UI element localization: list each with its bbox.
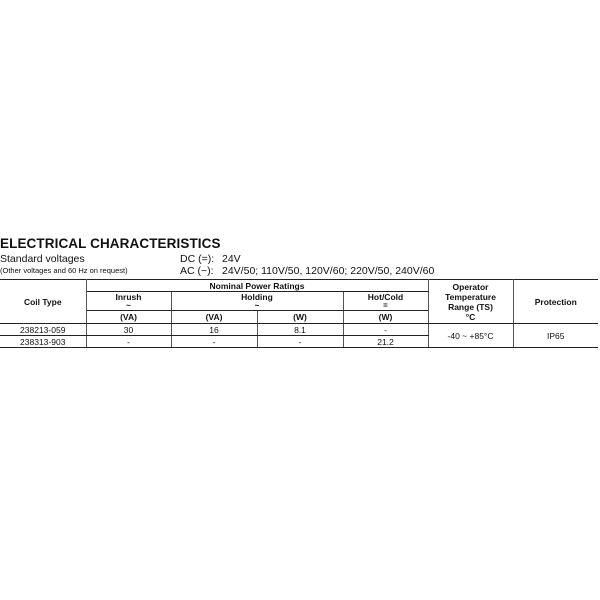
hotcold-label: Hot/Cold [367, 292, 404, 302]
inrush-header [86, 292, 171, 311]
table-header-row-1 [0, 280, 598, 292]
holding-ac-symbol: ~ [254, 301, 260, 310]
ac-voltage-row [0, 265, 600, 277]
operator-temp-line-4: °C [465, 311, 476, 322]
electrical-characteristics-table [0, 279, 598, 348]
ac-prefix: AC (~): [180, 265, 214, 277]
holding-va-unit: (VA) [171, 311, 257, 324]
holding-label: Holding [241, 292, 273, 302]
inrush-label: Inrush [115, 292, 142, 302]
holding-w-unit: (W) [257, 311, 343, 324]
operator-temp-line-3: Range (TS) [448, 301, 493, 312]
holding-va-cell: - [171, 336, 257, 348]
table-row [0, 324, 598, 336]
inrush-unit: (VA) [86, 311, 171, 324]
holding-header [171, 292, 343, 311]
holding-va-cell: 16 [171, 324, 257, 336]
protection-header: Protection [513, 280, 598, 324]
inrush-ac-symbol: ~ [126, 301, 131, 310]
nominal-power-ratings-header: Nominal Power Ratings [86, 280, 428, 292]
section-title: ELECTRICAL CHARACTERISTICS [0, 236, 221, 251]
hotcold-w-cell: 21.2 [343, 336, 428, 348]
inrush-va-cell: 30 [86, 324, 171, 336]
operator-temp-line-2: Temperature [445, 291, 496, 302]
standard-voltages-block [0, 253, 600, 277]
inrush-va-cell: - [86, 336, 171, 348]
hotcold-header [343, 292, 428, 311]
dc-prefix: DC (=): [180, 253, 215, 265]
holding-w-cell: - [257, 336, 343, 348]
dc-voltage-row [0, 253, 600, 265]
operator-temperature-header [428, 280, 513, 324]
hotcold-dc-symbol: = [383, 301, 388, 310]
hotcold-w-cell: - [343, 324, 428, 336]
coil-type-header: Coil Type [0, 280, 86, 324]
operator-temp-line-1: Operator [452, 281, 489, 292]
protection-cell: IP65 [513, 324, 598, 348]
temperature-range-cell: -40 ~ +85°C [428, 324, 513, 348]
other-voltages-note: (Other voltages and 60 Hz on request) [0, 266, 128, 275]
hotcold-w-unit: (W) [343, 311, 428, 324]
dc-values: 24V [222, 253, 241, 265]
standard-voltages-label: Standard voltages [0, 253, 85, 265]
ac-values: 24V/50; 110V/50, 120V/60; 220V/50, 240V/60 [222, 265, 435, 277]
coil-type-cell: 238213-059 [0, 324, 86, 336]
holding-w-cell: 8.1 [257, 324, 343, 336]
coil-type-cell: 238313-903 [0, 336, 86, 348]
